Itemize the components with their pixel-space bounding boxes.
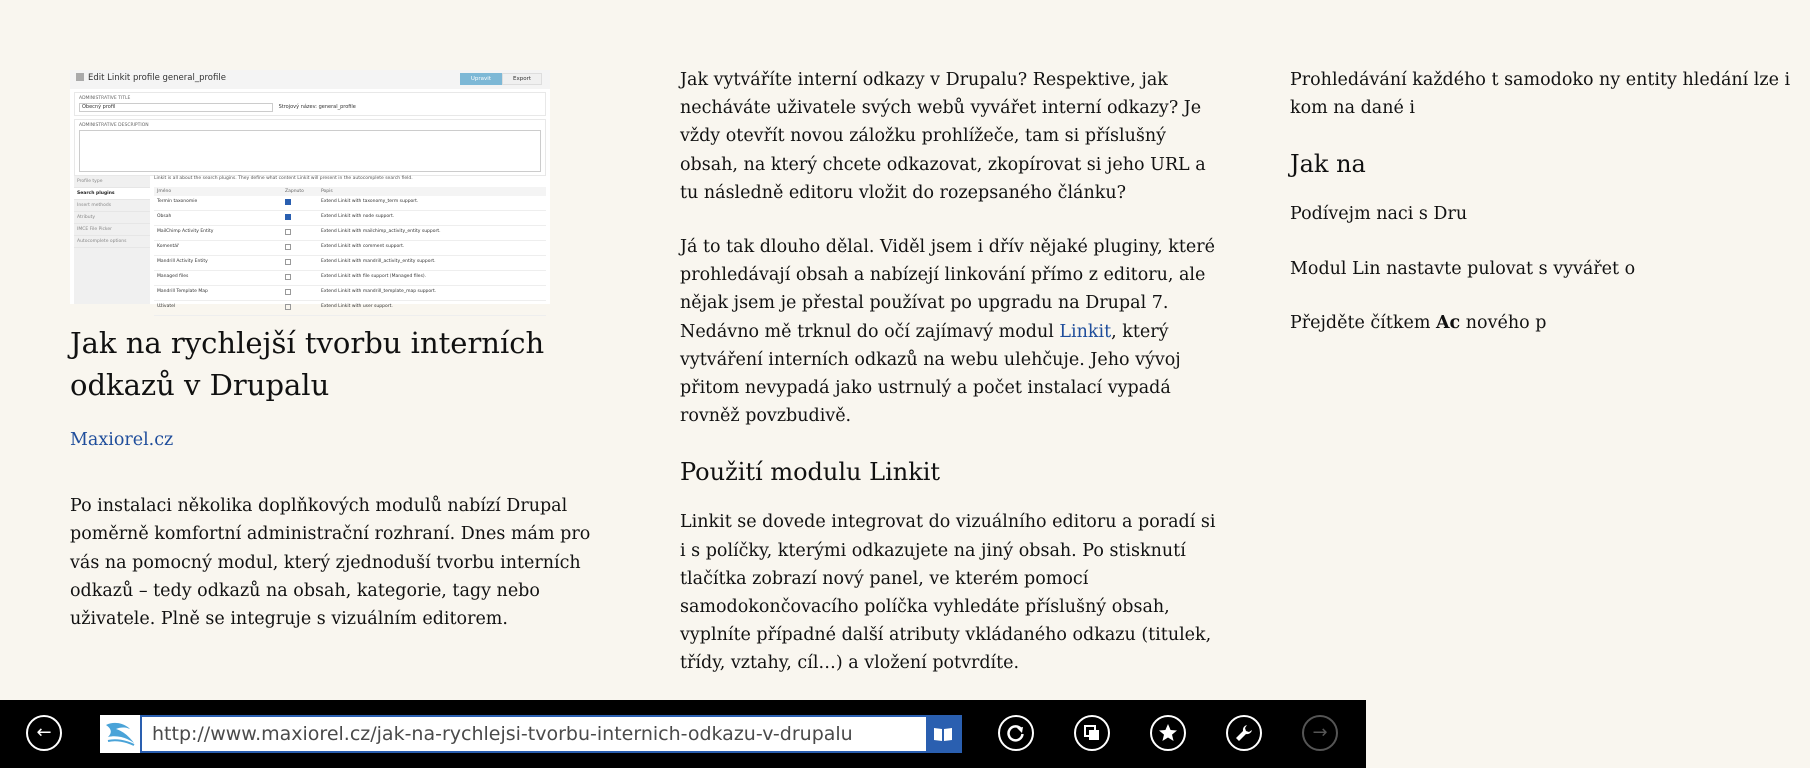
col3-p4-text: Přejděte čítkem <box>1290 312 1436 333</box>
reading-view-button[interactable] <box>926 717 960 751</box>
paragraph-2-text: Já to tak dlouho dělal. Viděl jsem i dřív nějaké pluginy, které prohledávají obsah a nabízejí linkování přímo z editoru, ale nějak jsem je přestal používat po upgradu na Drupal 7. Nedávno mě trknul do očí zajímavý modul <box>680 237 1215 342</box>
back-arrow-icon: ← <box>36 722 52 743</box>
row-desc: Extend Linkit with mandrill_template_map support. <box>321 289 437 294</box>
column-1 <box>70 66 615 659</box>
shot-col-desc: Popis <box>321 189 333 194</box>
checkbox-checked-icon <box>285 199 291 205</box>
gear-icon <box>76 73 84 81</box>
refresh-button[interactable] <box>998 715 1034 751</box>
shot-machine-name: Strojový název: general_profile <box>278 104 356 110</box>
row-name: Termín taxonomie <box>157 199 198 204</box>
forward-arrow-icon: → <box>1312 722 1328 743</box>
refresh-icon <box>1006 723 1026 743</box>
row-desc: Extend Linkit with comment support. <box>321 244 405 249</box>
forward-button[interactable] <box>1302 715 1338 751</box>
shot-export-button: Export <box>502 73 542 85</box>
favorites-button[interactable] <box>1150 715 1186 751</box>
checkbox-checked-icon <box>285 214 291 220</box>
shot-table <box>154 176 546 316</box>
row-name: Uživatel <box>157 304 176 309</box>
col3-p4-bold: Ac <box>1435 312 1461 333</box>
table-row <box>154 256 546 271</box>
row-desc: Extend Linkit with mandrill_activity_entity support. <box>321 259 436 264</box>
checkbox-icon <box>285 259 291 265</box>
article-image <box>70 70 550 309</box>
row-name: Obsah <box>157 214 172 219</box>
shot-title-box <box>74 92 546 116</box>
checkbox-icon <box>285 289 291 295</box>
shot-side-tabs <box>74 176 150 304</box>
article-intro: Po instalaci několika doplňkových modulů nabízí Drupal poměrně komfortní administrační rozhraní. Dnes mám pro vás na pomocný modul, který zjednoduší tvorbu interních odkazů – tedy odkazů na obsah, kategorie, tagy nebo uživatele. Plně se integruje s vizuálním editorem. <box>70 496 591 630</box>
row-name: Mandrill Template Map <box>157 289 208 294</box>
table-row <box>154 226 546 241</box>
app-bar <box>0 700 1366 768</box>
shot-title-input: Obecný profil <box>79 103 273 112</box>
paragraph-1: Jak vytváříte interní odkazy v Drupalu? Respektive, jak necháváte uživatele svých webů vyvářet interní odkazy? Je vždy otevřít novou záložku prohlížeče, tam si příslušný obsah, na který chcete odkazovat, zkopírovat si jeho URL a tu následně editoru vložit do rozepsaného článku? <box>680 70 1206 203</box>
source-link[interactable]: Maxiorel.cz <box>70 430 174 450</box>
table-row <box>154 301 546 316</box>
column-2 <box>680 66 1225 704</box>
bird-icon <box>100 715 140 753</box>
row-desc: Extend Linkit with user support. <box>321 304 393 309</box>
shot-title-label: ADMINISTRATIVE TITLE <box>79 96 131 101</box>
shot-lower <box>74 176 546 309</box>
shot-desc-label: ADMINISTRATIVE DESCRIPTION <box>79 123 149 128</box>
table-row <box>154 241 546 256</box>
wrench-icon <box>1234 723 1254 743</box>
paragraph-2-text-end: , který vytváření interních odkazů na webu ulehčuje. Jeho vývoj přitom nevypadá jako ustrnulý a počet instalací vypadá rovněž povzbudivě. <box>680 321 1181 427</box>
shot-side-item: IMCE File Picker <box>74 224 150 236</box>
shot-side-item: Search plugins <box>74 188 150 200</box>
tabs-icon <box>1083 724 1101 742</box>
shot-col-name: Jméno <box>157 189 172 194</box>
col3-p4-text-end: nového p <box>1460 312 1547 333</box>
shot-desc-box <box>74 119 546 176</box>
section-heading-usage: Použití modulu Linkit <box>680 458 941 487</box>
col3-paragraph-4 <box>1290 309 1810 337</box>
shot-edit-button: Upravit <box>460 73 502 85</box>
col3-heading: Jak na <box>1290 150 1366 179</box>
shot-side-item: Profile type <box>74 176 150 188</box>
paragraph-2 <box>680 233 1225 430</box>
row-desc: Extend Linkit with node support. <box>321 214 395 219</box>
row-name: Managed files <box>157 274 189 279</box>
address-bar <box>140 715 962 753</box>
row-name: Komentář <box>157 244 179 249</box>
shot-header <box>70 70 550 89</box>
paragraph-3: Linkit se dovede integrovat do vizuálního editoru a poradí si i s políčky, kterými odkazujete na jiný obsah. Po stisknutí tlačítka zobrazí nový panel, ve kterém pomocí samodokončovacího políčka vyhledáte příslušný obsah, vyplníte případné další atributy vkládaného odkazu (titulek, třídy, vztahy, cíl…) a vložení potvrdíte. <box>680 512 1216 674</box>
site-favicon <box>100 715 140 753</box>
article-title: Jak na rychlejší tvorbu interních odkazů v Drupalu <box>70 326 545 402</box>
row-name: MailChimp Activity Entity <box>157 229 214 234</box>
checkbox-icon <box>285 229 291 235</box>
shot-table-header <box>154 187 546 196</box>
page-tools-button[interactable] <box>1226 715 1262 751</box>
shot-desc-textarea <box>79 130 541 172</box>
shot-side-item: Atributy <box>74 212 150 224</box>
shot-side-item: Autocomplete options <box>74 236 150 248</box>
checkbox-icon <box>285 304 291 310</box>
back-button[interactable] <box>26 715 62 751</box>
row-desc: Extend Linkit with taxonomy_term support. <box>321 199 419 204</box>
column-3 <box>1290 66 1810 363</box>
row-name: Mandrill Activity Entity <box>157 259 208 264</box>
checkbox-icon <box>285 244 291 250</box>
col3-paragraph-1: Prohledávání každého t samodoko ny entity hledání lze i kom na dané i <box>1290 70 1791 119</box>
table-row <box>154 271 546 286</box>
shot-header-title: Edit Linkit profile general_profile <box>88 73 226 83</box>
col3-paragraph-2: Podívejm naci s Dru <box>1290 204 1468 225</box>
book-icon <box>933 726 953 742</box>
checkbox-icon <box>285 274 291 280</box>
table-row <box>154 196 546 211</box>
shot-col-enabled: Zapnuto <box>285 189 304 194</box>
shot-table-intro: Linkit is all about the search plugins. They define what content Linkit will present in the autocomplete search field. <box>154 176 413 181</box>
url-input[interactable] <box>142 717 924 751</box>
star-icon <box>1158 723 1178 743</box>
col3-paragraph-3: Modul Lin nastavte pulovat s vyvářet o <box>1290 258 1636 279</box>
linkit-link[interactable]: Linkit <box>1059 321 1112 342</box>
tabs-button[interactable] <box>1074 715 1110 751</box>
row-desc: Extend Linkit with file support (Managed files). <box>321 274 427 279</box>
table-row <box>154 211 546 226</box>
row-desc: Extend Linkit with mailchimp_activity_entity support. <box>321 229 441 234</box>
table-row <box>154 286 546 301</box>
shot-side-item: Insert methods <box>74 200 150 212</box>
